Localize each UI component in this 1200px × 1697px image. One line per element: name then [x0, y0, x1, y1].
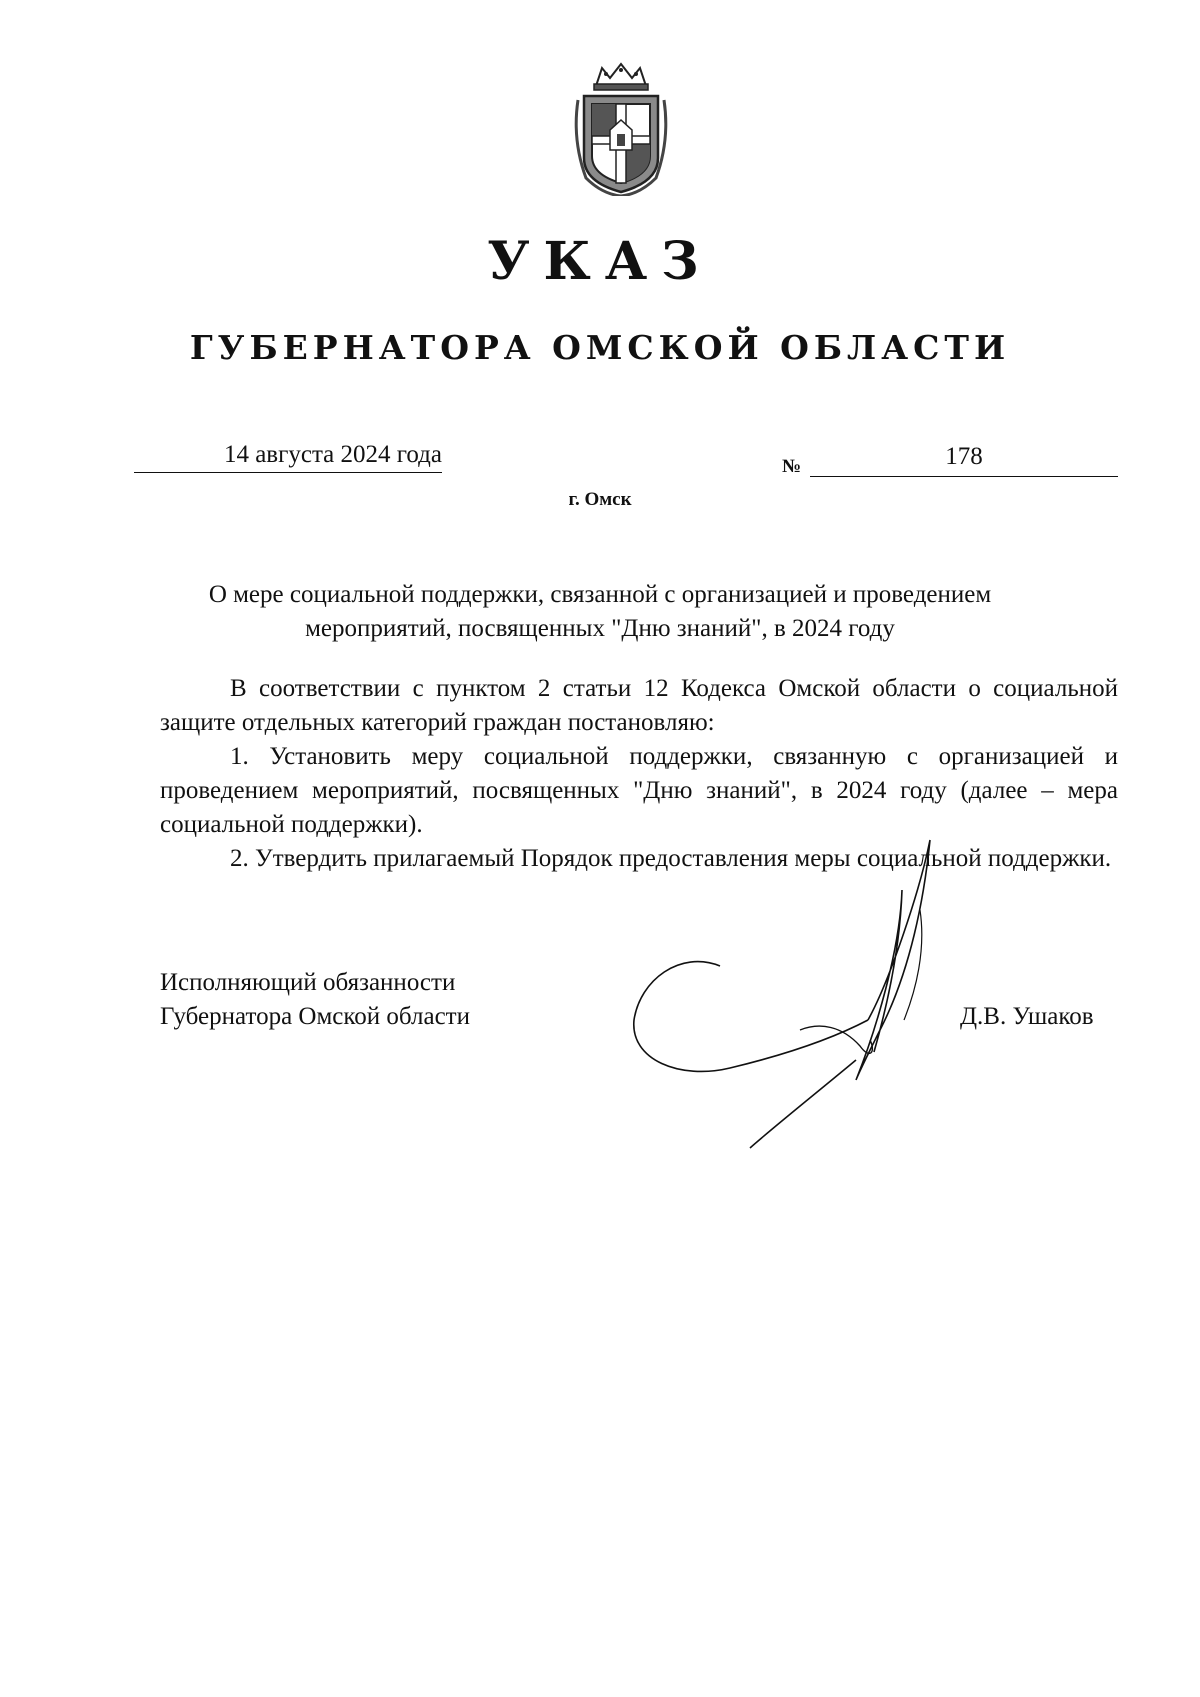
signatory-position: [160, 966, 620, 1034]
subject-line: мероприятий, посвященных "Дню знаний", в 2024 году: [305, 615, 895, 642]
city: г. Омск: [568, 489, 632, 510]
signatory-name: Д.В. Ушаков: [960, 1003, 1094, 1030]
omsk-coat-of-arms-icon: [566, 60, 676, 196]
decree-number: 178: [945, 443, 983, 470]
preamble-paragraph: В соответствии с пунктом 2 статьи 12 Кодекса Омской области о социальной защите отдельных категорий граждан постановляю:: [160, 675, 1118, 736]
number-line: [810, 440, 1118, 477]
item-paragraph-1: 1. Установить меру социальной поддержки, связанную с организацией и проведением мероприятий, посвященных "Дню знаний", в 2024 году (далее – мера социальной поддержки).: [160, 743, 1118, 838]
date-line: [134, 436, 442, 473]
number-sign: №: [782, 456, 802, 477]
document-type-title: УКАЗ: [487, 231, 713, 292]
position-line: Исполняющий обязанности: [160, 969, 456, 996]
decree-date: 14 августа 2024 года: [223, 441, 442, 468]
item-paragraph-2: 2. Утвердить прилагаемый Порядок предоставления меры социальной поддержки.: [230, 845, 1112, 872]
position-line: Губернатора Омской области: [160, 1003, 470, 1030]
decree-subject: [160, 578, 1040, 646]
subject-line: О мере социальной поддержки, связанной с организацией и проведением: [208, 581, 992, 608]
handwritten-signature-icon: [620, 830, 980, 1170]
issuer-title: ГУБЕРНАТОРА ОМСКОЙ ОБЛАСТИ: [189, 328, 1011, 367]
